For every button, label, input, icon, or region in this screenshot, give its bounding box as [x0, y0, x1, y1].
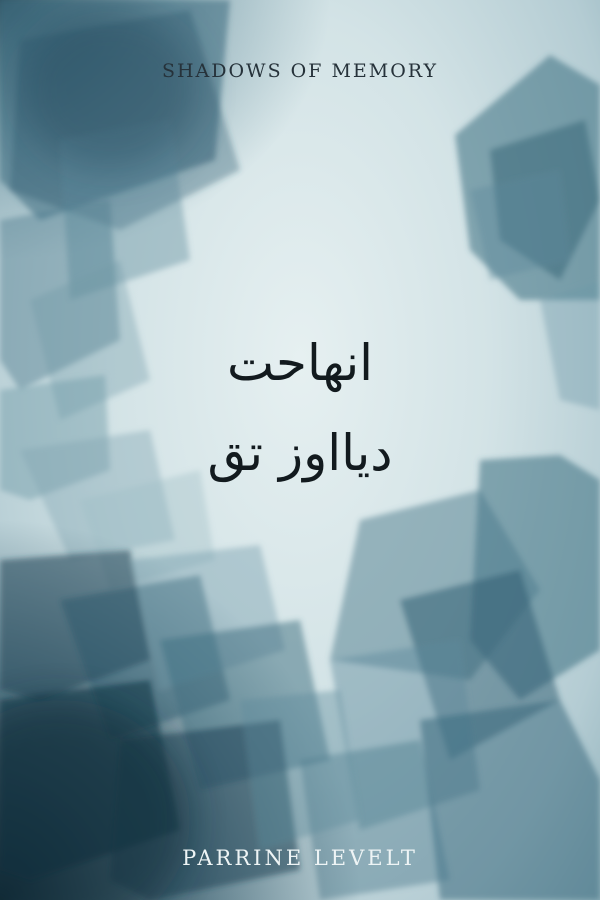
title-line-1: انهاحت [226, 334, 374, 392]
author-name: PARRINE LEVELT [182, 846, 418, 870]
title-line-2: دیااوز تق [207, 424, 393, 482]
series-title: SHADOWS OF MEMORY [161, 60, 439, 82]
book-title [0, 318, 600, 498]
